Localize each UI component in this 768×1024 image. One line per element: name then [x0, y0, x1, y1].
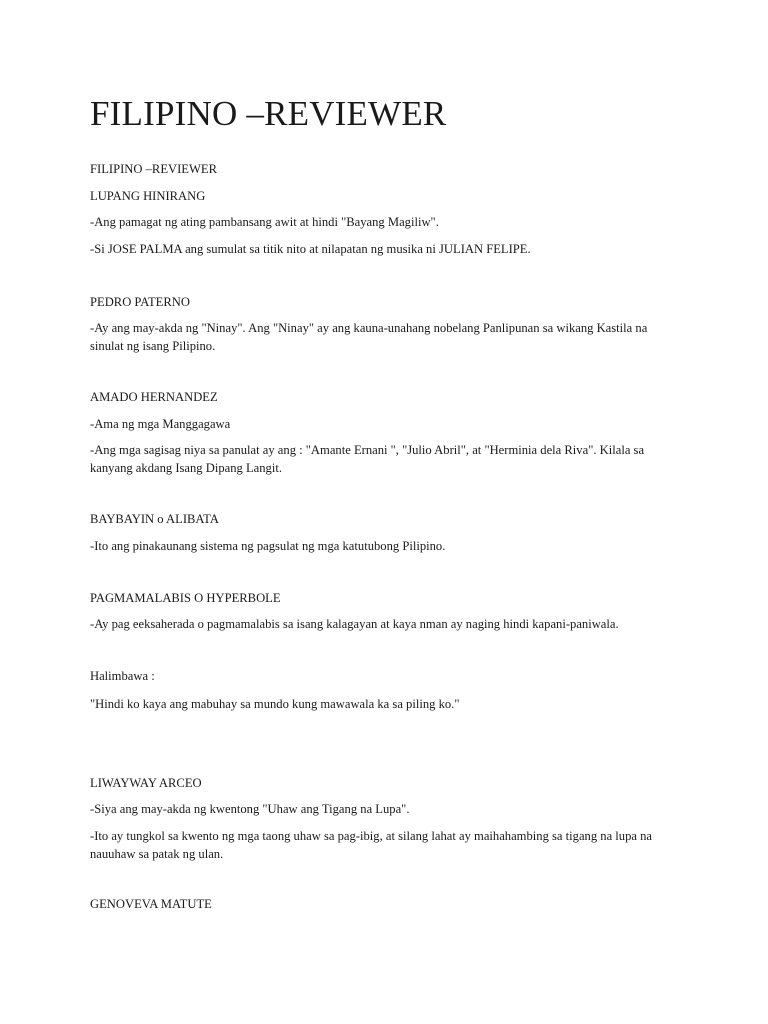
section-text: -Ay pag eeksaherada o pagmamalabis sa isang kalagayan at kaya nman ay naging hindi kapani-paniwala.	[90, 617, 619, 631]
example-quote: "Hindi ko kaya ang mabuhay sa mundo kung mawawala ka sa piling ko."	[90, 697, 460, 711]
section-heading-baybayin: BAYBAYIN o ALIBATA	[90, 512, 219, 526]
section-text: -Ay ang may-akda ng "Ninay". Ang "Ninay" ay ang kauna-unahang nobelang Panlipunan sa wikang Kastila na sinulat ng isang Pilipino.	[90, 321, 648, 353]
document-subtitle: FILIPINO –REVIEWER	[90, 162, 217, 176]
section-text: -Si JOSE PALMA ang sumulat sa titik nito at nilapatan ng musika ni JULIAN FELIPE.	[90, 242, 531, 256]
section-text: -Ito ay tungkol sa kwento ng mga taong uhaw sa pag-ibig, at silang lahat ay maihahambing sa tigang na lupa na nauuhaw sa patak ng ulan.	[90, 829, 653, 861]
section-heading-amado-hernandez: AMADO HERNANDEZ	[90, 390, 218, 404]
example-label: Halimbawa :	[90, 669, 155, 683]
section-text: -Ito ang pinakaunang sistema ng pagsulat ng mga katutubong Pilipino.	[90, 539, 446, 553]
section-heading-pagmamalabis: PAGMAMALABIS O HYPERBOLE	[90, 591, 281, 605]
section-heading-lupang-hinirang: LUPANG HINIRANG	[90, 189, 206, 203]
section-heading-liwayway-arceo: LIWAYWAY ARCEO	[90, 776, 202, 790]
section-text: -Ang pamagat ng ating pambansang awit at hindi "Bayang Magiliw".	[90, 215, 439, 229]
section-text: -Ang mga sagisag niya sa panulat ay ang : "Amante Ernani ", "Julio Abril", at "Herminia dela Riva". Kilala sa kanyang akdang Isang Dipang Langit.	[90, 443, 645, 475]
section-heading-pedro-paterno: PEDRO PATERNO	[90, 295, 190, 309]
section-text: -Siya ang may-akda ng kwentong "Uhaw ang Tigang na Lupa".	[90, 802, 410, 816]
section-text: -Ama ng mga Manggagawa	[90, 417, 231, 431]
document-title: FILIPINO –REVIEWER	[90, 94, 447, 133]
section-heading-genoveva-matute: GENOVEVA MATUTE	[90, 897, 212, 911]
